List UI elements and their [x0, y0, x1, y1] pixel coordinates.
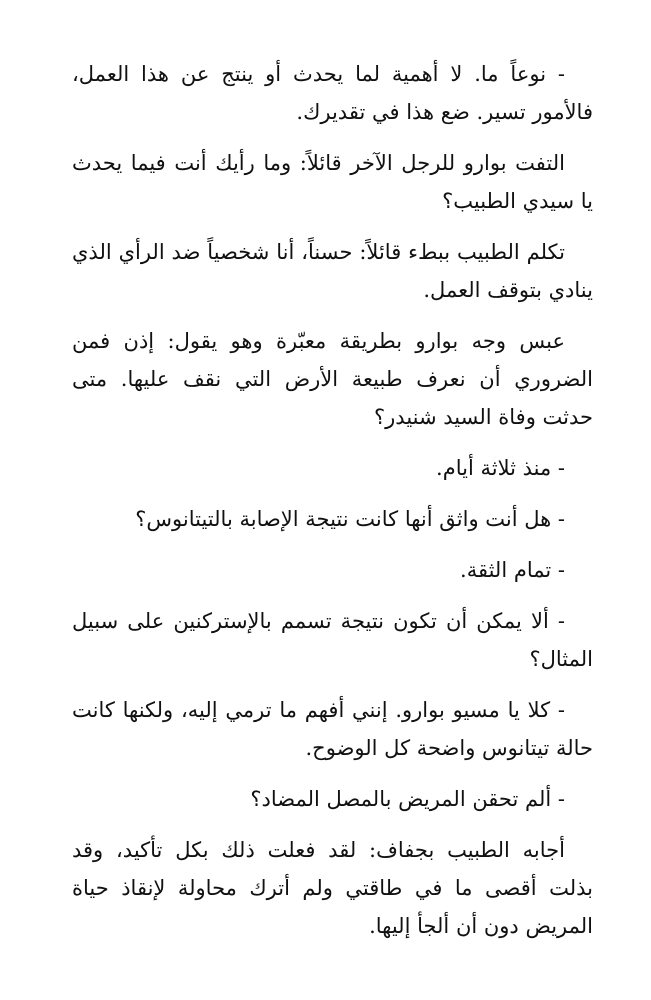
- paragraph-8: - ألا يمكن أن تكون نتيجة تسمم بالإستركنين على سبيل المثال؟: [72, 609, 593, 671]
- paragraph-7: - تمام الثقة.: [460, 558, 565, 582]
- paragraph-4: عبس وجه بوارو بطريقة معبّرة وهو يقول: إذن فمن الضروري أن نعرف طبيعة الأرض التي نقف عليها. متى حدثت وفاة السيد شنيدر؟: [72, 329, 593, 429]
- paragraph-10: - ألم تحقن المريض بالمصل المضاد؟: [250, 787, 565, 811]
- paragraph-3: تكلم الطبيب ببطء قائلاً: حسناً، أنا شخصياً ضد الرأي الذي ينادي بتوقف العمل.: [72, 240, 593, 302]
- paragraph-6: - هل أنت واثق أنها كانت نتيجة الإصابة بالتيتانوس؟: [135, 507, 565, 531]
- paragraph-11: أجابه الطبيب بجفاف: لقد فعلت ذلك بكل تأكيد، وقد بذلت أقصى ما في طاقتي ولم أترك محاولة لإنقاذ حياة المريض دون أن ألجأ إليها.: [72, 838, 593, 938]
- paragraph-9: - كلا يا مسيو بوارو. إنني أفهم ما ترمي إليه، ولكنها كانت حالة تيتانوس واضحة كل الوضوح.: [72, 698, 593, 760]
- paragraph-5: - منذ ثلاثة أيام.: [436, 456, 565, 480]
- paragraph-2: التفت بوارو للرجل الآخر قائلاً: وما رأيك أنت فيما يحدث يا سيدي الطبيب؟: [72, 151, 593, 213]
- paragraph-1: - نوعاً ما. لا أهمية لما يحدث أو ينتج عن هذا العمل، فالأمور تسير. ضع هذا في تقديرك.: [72, 62, 593, 124]
